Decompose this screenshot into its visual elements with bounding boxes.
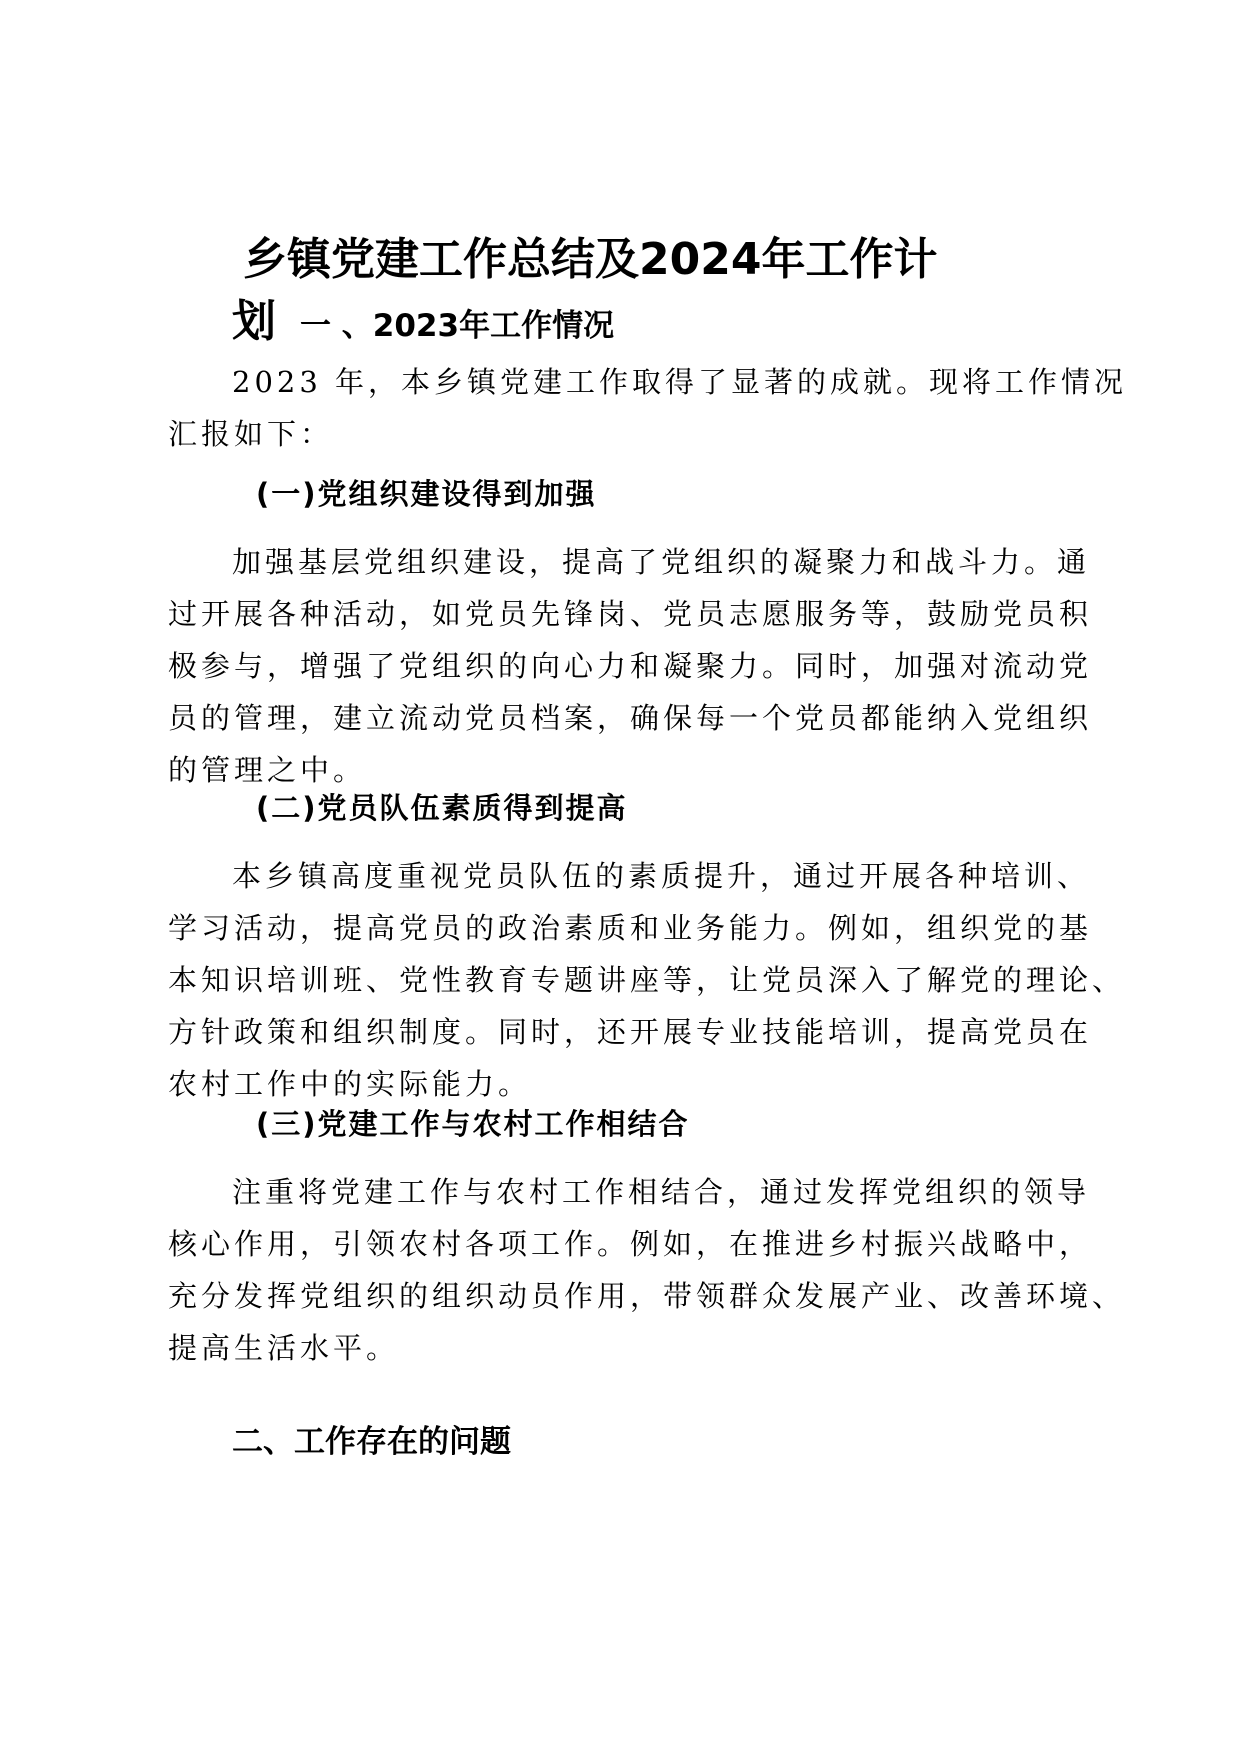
paragraph-line: 注重将党建工作与农村工作相结合，通过发挥党组织的领导 bbox=[232, 1175, 1091, 1209]
paragraph-line: 本知识培训班、党性教育专题讲座等，让党员深入了解党的理论、 bbox=[168, 963, 1126, 997]
subsection-heading-3: (三)党建工作与农村工作相结合 bbox=[256, 1107, 690, 1141]
section-heading-1: 一 、2023年工作情况 bbox=[300, 308, 615, 344]
subsection-heading-2: (二)党员队伍素质得到提高 bbox=[256, 791, 628, 825]
paragraph-line: 员的管理，建立流动党员档案，确保每一个党员都能纳入党组织 bbox=[168, 701, 1093, 735]
subsection-heading-1: (一)党组织建设得到加强 bbox=[256, 477, 597, 511]
paragraph-line: 提高生活水平。 bbox=[168, 1331, 400, 1365]
paragraph-line: 学习活动，提高党员的政治素质和业务能力。例如，组织党的基 bbox=[168, 911, 1093, 945]
paragraph-line: 充分发挥党组织的组织动员作用，带领群众发展产业、改善环境、 bbox=[168, 1279, 1126, 1313]
subsection-1-paragraph bbox=[168, 536, 1108, 796]
intro-paragraph bbox=[168, 356, 1128, 460]
subsection-2-paragraph bbox=[168, 850, 1126, 1110]
document-title: 乡镇党建工作总结及2024年工作计 bbox=[243, 234, 938, 285]
paragraph-line: 过开展各种活动，如党员先锋岗、党员志愿服务等，鼓励党员积 bbox=[168, 597, 1093, 631]
paragraph-line: 汇报如下： bbox=[168, 417, 334, 451]
title-continuation-line bbox=[232, 294, 614, 359]
subsection-3-paragraph bbox=[168, 1166, 1126, 1374]
paragraph-line: 核心作用，引领农村各项工作。例如，在推进乡村振兴战略中， bbox=[168, 1227, 1093, 1261]
paragraph-line: 2023 年，本乡镇党建工作取得了显著的成就。现将工作情况 bbox=[232, 365, 1128, 399]
paragraph-line: 农村工作中的实际能力。 bbox=[168, 1067, 532, 1101]
section-heading-2: 二、工作存在的问题 bbox=[232, 1424, 511, 1460]
paragraph-line: 方针政策和组织制度。同时，还开展专业技能培训，提高党员在 bbox=[168, 1015, 1093, 1049]
paragraph-line: 加强基层党组织建设，提高了党组织的凝聚力和战斗力。通 bbox=[232, 545, 1091, 579]
document-title-end: 划 bbox=[232, 296, 276, 347]
paragraph-line: 的管理之中。 bbox=[168, 753, 367, 787]
paragraph-line: 本乡镇高度重视党员队伍的素质提升，通过开展各种培训、 bbox=[232, 859, 1091, 893]
paragraph-line: 极参与，增强了党组织的向心力和凝聚力。同时，加强对流动党 bbox=[168, 649, 1093, 683]
